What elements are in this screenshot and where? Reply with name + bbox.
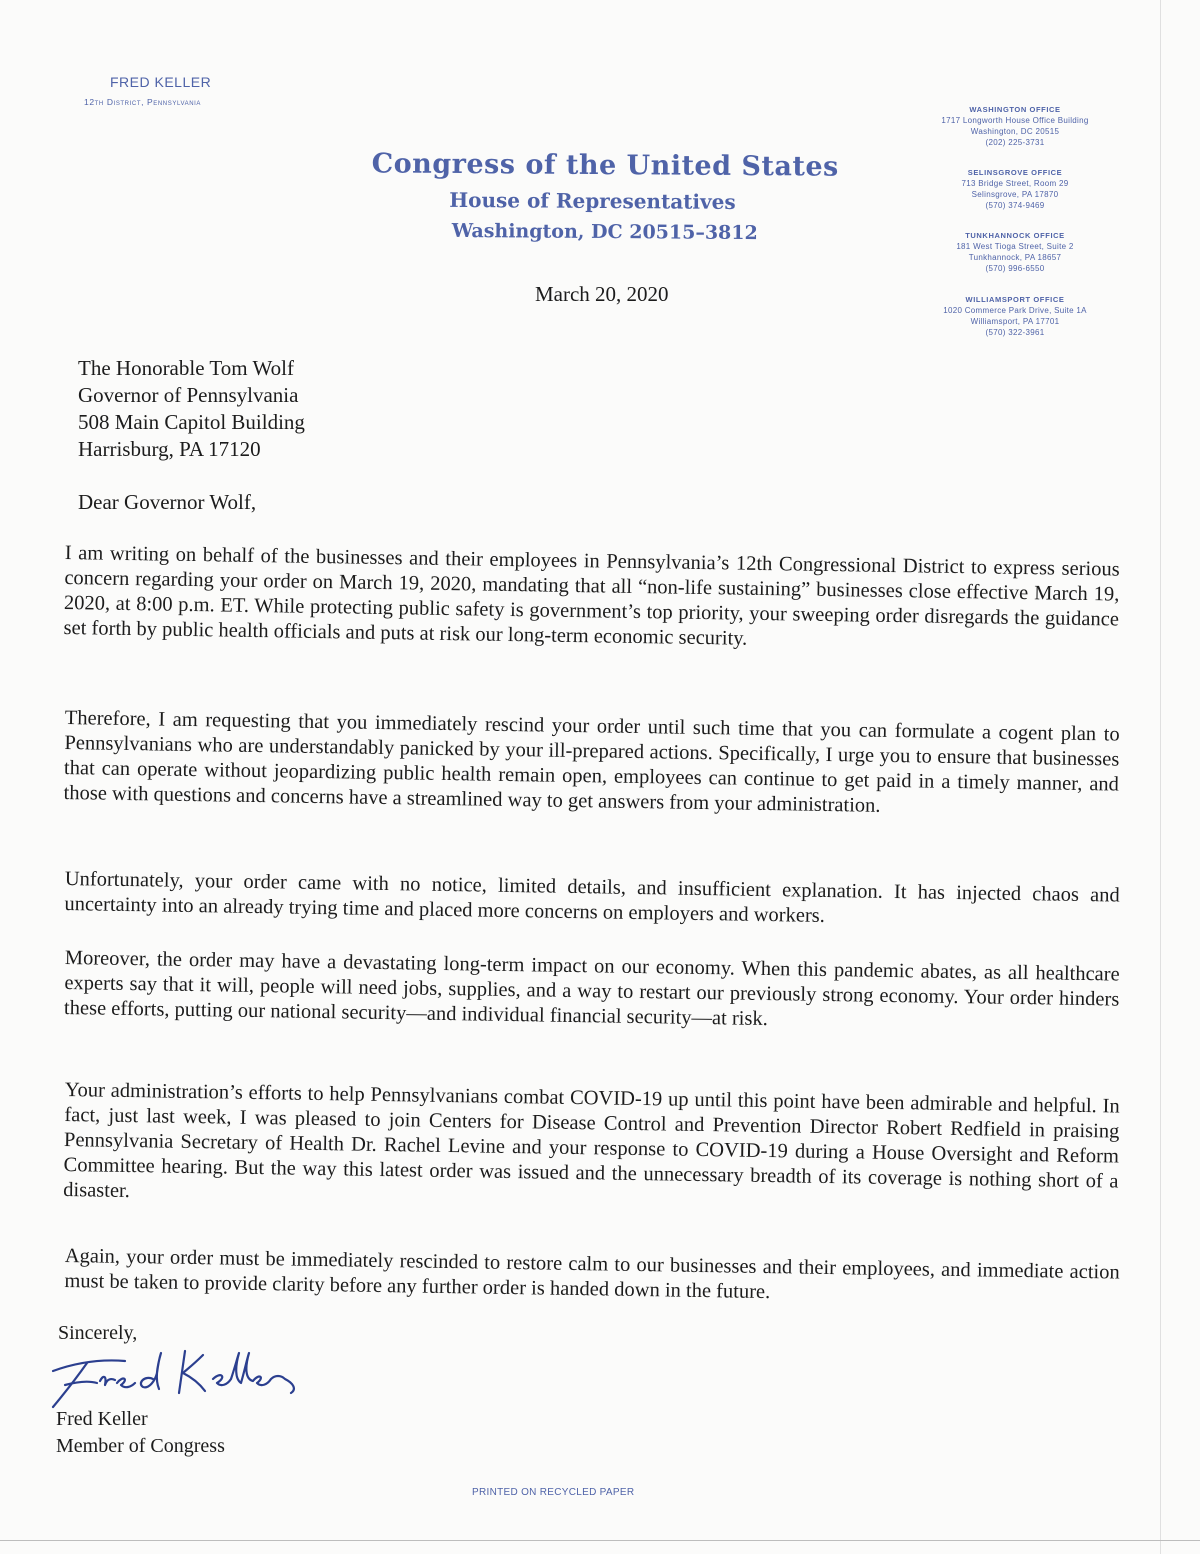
letterhead-subtitle: House of Representatives [449,187,736,214]
recipient-address [78,355,305,463]
signature-stroke [100,1377,115,1385]
recipient-line: 508 Main Capitol Building [78,410,305,434]
body-paragraph-2: Therefore, I am requesting that you immediately rescind your order until such time that you can formulate a cogent plan to Pennsylvanians who are understandably panicked by your ill-prepared actions. Specifically, I urge you to ensure that businesses that can operate without jeopardizing public health remain open, employees can continue to get paid in a timely manner, and those with questions and concerns have a streamlined way to get answers from your administration. [63,706,1120,817]
letterhead-city: Washington, DC 20515–3812 [451,219,758,245]
body-paragraph-6: Again, your order must be immediately rescinded to restore calm to our businesses and their employees, and immediate action must be taken to provide clarity before any further order is handed down in the future. [64,1244,1120,1304]
office-address-line: 1020 Commerce Park Drive, Suite 1A [943,306,1087,315]
signature-stroke [213,1353,294,1393]
signer-title: Member of Congress [56,1435,225,1457]
salutation: Dear Governor Wolf, [78,490,257,514]
office-tunkhannock [895,230,1135,274]
office-title: SELINSGROVE OFFICE [967,168,1063,177]
office-title: TUNKHANNOCK OFFICE [965,231,1065,240]
member-name: FRED KELLER [110,74,212,90]
office-address-line: 181 West Tioga Street, Suite 2 [956,242,1074,251]
signature-stroke [117,1379,135,1388]
footer-note: PRINTED ON RECYCLED PAPER [472,1487,635,1498]
office-address-line: Selinsgrove, PA 17870 [971,190,1059,199]
office-phone: (570) 322-3961 [985,328,1045,337]
letterhead-title: Congress of the United States [371,148,839,183]
office-address-line: 1717 Longworth House Office Building [941,116,1089,125]
body-paragraph-3: Unfortunately, your order came with no notice, limited details, and insufficient explanation. It has injected chaos and uncertainty into an already trying time and placed more concerns on employers and workers. [64,867,1120,927]
office-phone: (570) 996-6550 [985,264,1045,273]
office-washington [895,104,1135,148]
member-district: 12th District, Pennsylvania [84,97,202,107]
office-address-line: Tunkhannock, PA 18657 [968,253,1062,262]
signature-stroke [141,1353,161,1389]
page-edge-bottom [0,1540,1200,1541]
office-address-line: Williamsport, PA 17701 [970,317,1060,326]
office-address-line: 713 Bridge Street, Room 29 [961,179,1069,188]
recipient-line: The Honorable Tom Wolf [78,356,294,380]
body-paragraph-4: Moreover, the order may have a devastating long-term impact on our economy. When this pandemic abates, as all healthcare experts say that it will, people will need jobs, supplies, and a way to restart our previously strong economy. Your order hinders these efforts, putting our national security—and individual financial security—at risk. [63,946,1120,1031]
signature-stroke [53,1360,125,1371]
signer-name: Fred Keller [56,1408,148,1430]
office-phone: (202) 225-3731 [985,138,1045,147]
recipient-line: Governor of Pennsylvania [78,383,299,407]
signature-stroke [183,1355,205,1391]
office-title: WASHINGTON OFFICE [969,105,1061,114]
page-edge-right [1160,0,1161,1554]
office-selinsgrove [895,167,1135,211]
body-paragraph-1: I am writing on behalf of the businesses and their employees in Pennsylvania’s 12th Congressional District to express serious concern regarding your order on March 19, 2020, mandating that all “non-life sustaining” businesses close effective March 19, 2020, at 8:00 p.m. ET. While protecting public safety is government’s top priority, your sweeping order disregards the guidance set forth by public health officials and puts at risk our long-term economic security. [63,541,1120,650]
letter-date: March 20, 2020 [535,282,669,306]
office-phone: (570) 374-9469 [985,201,1045,210]
office-williamsport [895,294,1135,338]
body-paragraph-5: Your administration’s efforts to help Pennsylvanians combat COVID-19 up until this point have been admirable and helpful. In fact, just last week, I was pleased to join Centers for Disease Control and Prevention Director Robert Redfield in praising Pennsylvania Secretary of Health Dr. Rachel Levine and your response to COVID-19 during a House Oversight and Reform Committee hearing. But the way this latest order was issued and the unnecessary breadth of its coverage is nothing short of a disaster. [63,1078,1120,1203]
closing: Sincerely, [58,1322,138,1344]
signature-stroke [65,1382,97,1385]
recipient-line: Harrisburg, PA 17120 [78,437,261,461]
office-address-line: Washington, DC 20515 [970,127,1060,136]
office-title: WILLIAMSPORT OFFICE [965,295,1065,304]
signature-image [45,1345,315,1415]
letterhead [360,148,851,244]
